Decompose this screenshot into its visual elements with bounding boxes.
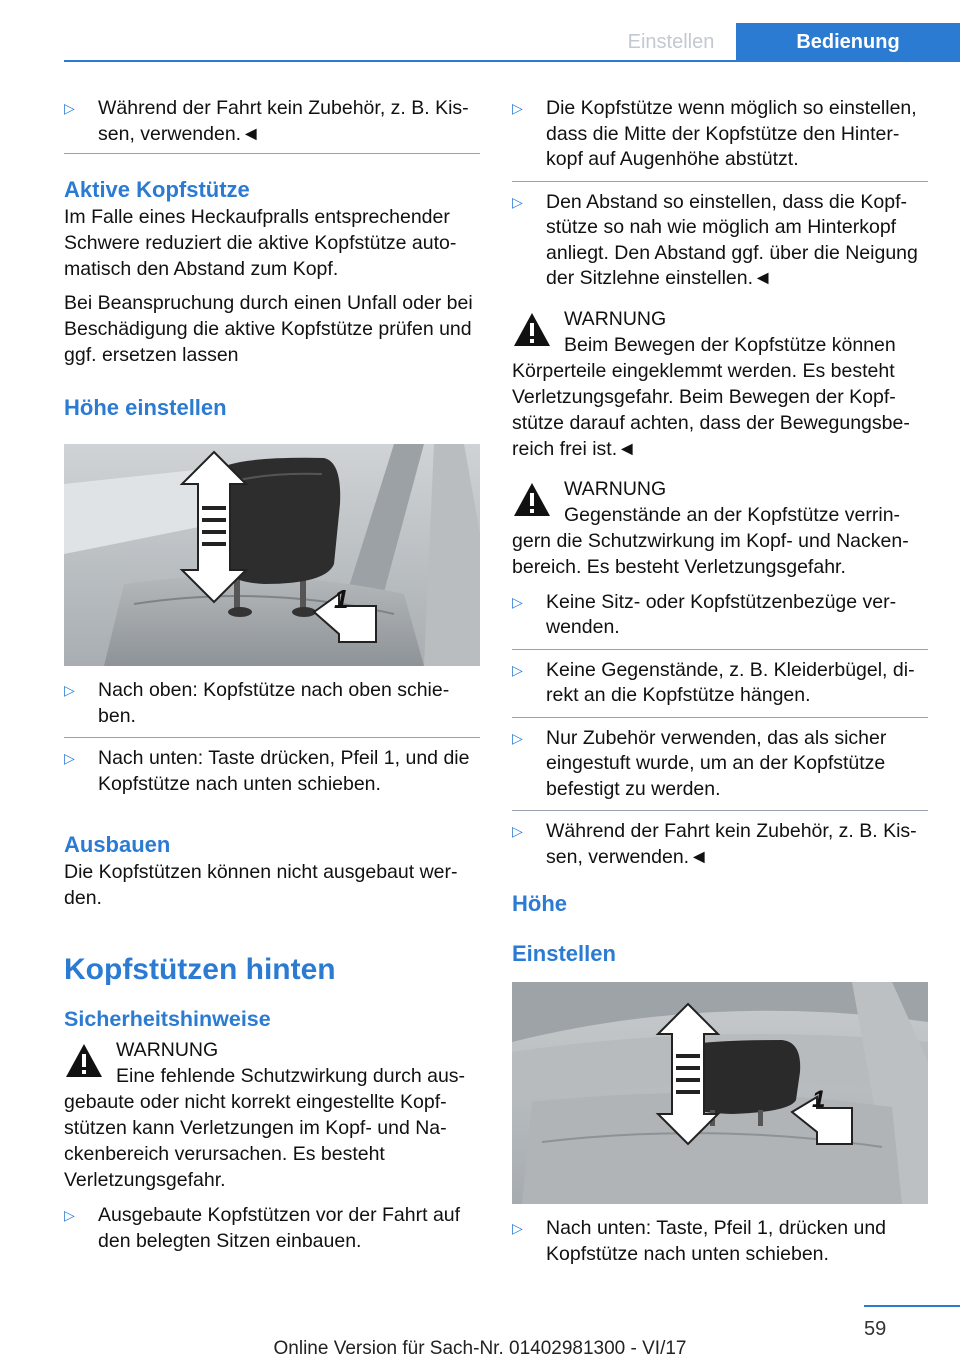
divider <box>512 181 928 182</box>
list-item <box>64 1203 480 1254</box>
warning-icon <box>512 480 552 520</box>
headrest-rear-image <box>512 982 928 1204</box>
triangle-bullet-icon: ▷ <box>512 661 523 678</box>
list-item-text: Nach unten: Taste, Pfeil 1, drücken und Kopfstütze nach unten schieben. <box>546 1217 887 1265</box>
warning-title: WARNUNG <box>564 477 667 500</box>
online-version-note: Online Version für Sach-Nr. 01402981300 - VI/17 <box>273 1338 687 1359</box>
triangle-bullet-icon: ▷ <box>512 729 523 746</box>
list-item <box>64 746 480 797</box>
triangle-bullet-icon: ▷ <box>512 593 523 610</box>
list-item-text: Keine Sitz- oder Kopfstützenbezüge verwenden. <box>546 590 897 638</box>
tab-bedienung[interactable]: Bedienung <box>736 23 960 62</box>
triangle-bullet-icon: ▷ <box>512 1220 523 1236</box>
list-item <box>512 819 928 870</box>
heading-ausbauen: Ausbauen <box>64 832 171 857</box>
warning-title: WARNUNG <box>116 1039 219 1061</box>
warning-text: Gegenstände an der Kopfstütze verringern die Schutzwirkung im Kopf- und Nackenbereich. Es besteht Verletzungsgefahr. <box>512 503 909 578</box>
tab-einstellen[interactable]: Einstellen <box>627 30 715 53</box>
warning-icon <box>512 310 552 350</box>
list-item-text: Nach unten: Taste drücken, Pfeil 1, und die Kopfstütze nach unten schieben. <box>98 747 470 795</box>
list-item-text: Nur Zubehör verwenden, das als sicher eingestuft wurde, um an der Kopfstütze befestigt zu werden. <box>546 726 887 800</box>
page-number: 59 <box>864 1318 887 1340</box>
triangle-bullet-icon: ▷ <box>512 823 523 839</box>
list-item-text: Während der Fahrt kein Zubehör, z. B. Kissen, verwenden.◄ <box>98 97 469 145</box>
headrest-front-image <box>64 444 480 666</box>
triangle-bullet-icon: ▷ <box>64 1207 75 1223</box>
paragraph: Bei Beanspruchung durch einen Unfall oder bei Beschädigung die aktive Kopfstütze prüfen und ggf. ersetzen lassen <box>64 292 473 366</box>
triangle-bullet-icon: ▷ <box>512 100 523 116</box>
list-item-text: Ausgebaute Kopfstützen vor der Fahrt auf den belegten Sitzen einbauen. <box>98 1204 461 1252</box>
triangle-bullet-icon: ▷ <box>64 682 75 698</box>
list-item <box>512 590 928 641</box>
list-item-text: Keine Gegenstände, z. B. Kleiderbügel, direkt an die Kopfstütze hängen. <box>546 658 915 706</box>
triangle-bullet-icon: ▷ <box>64 100 75 116</box>
list-item-text: Während der Fahrt kein Zubehör, z. B. Kissen, verwenden.◄ <box>546 820 917 868</box>
triangle-bullet-icon: ▷ <box>64 750 75 766</box>
list-item-text: Die Kopfstütze wenn möglich so einstellen, dass die Mitte der Kopfstütze den Hinterkopf auf Augenhöhe abstützt. <box>546 97 917 170</box>
divider <box>64 153 480 154</box>
divider <box>512 717 928 718</box>
list-item <box>512 1216 928 1267</box>
warning-block <box>512 306 928 462</box>
divider <box>64 737 480 738</box>
footer-rule <box>864 1305 960 1307</box>
warning-block <box>512 476 928 580</box>
list-item <box>64 96 480 147</box>
figure-label-1: 1 <box>812 1086 826 1113</box>
triangle-bullet-icon: ▷ <box>512 193 523 210</box>
figure-label-1: 1 <box>334 584 349 614</box>
list-item <box>512 726 928 803</box>
heading-hoehe-einstellen: Höhe einstellen <box>64 395 227 420</box>
header-rule <box>64 60 960 62</box>
divider <box>512 810 928 811</box>
paragraph: Die Kopfstützen können nicht ausgebaut werden. <box>64 861 458 909</box>
paragraph: Im Falle eines Heckaufpralls entsprechender Schwere reduziert die aktive Kopfstütze automatisch den Abstand zum Kopf. <box>64 206 457 280</box>
divider <box>512 649 928 650</box>
list-item <box>512 658 928 709</box>
right-column <box>512 96 928 1272</box>
heading-hoehe: Höhe <box>512 891 567 916</box>
left-column <box>64 96 480 1259</box>
warning-text: Eine fehlende Schutzwirkung durch ausgebaute oder nicht korrekt eingestellte Kopfstützen kann Verletzungen im Kopf- und Nackenbereich verursachen. Es besteht Verletzungsgefahr. <box>64 1065 466 1191</box>
heading-einstellen: Einstellen <box>512 941 616 966</box>
heading-sicherheitshinweise: Sicherheitshinweise <box>64 1007 271 1031</box>
list-item <box>512 190 928 292</box>
list-item-text: Den Abstand so einstellen, dass die Kopfstütze so nah wie möglich am Hinterkopf anliegt. Den Abstand ggf. über die Neigung der Sitzlehne einstellen.◄ <box>546 190 918 289</box>
warning-block <box>64 1037 480 1193</box>
heading-aktive-kopfstuetze: Aktive Kopfstütze <box>64 177 250 202</box>
list-item <box>512 96 928 173</box>
warning-text: Beim Bewegen der Kopfstütze können Körperteile eingeklemmt werden. Es besteht Verletzungsgefahr. Beim Bewegen der Kopfstütze darauf achten, dass der Bewegungsbereich frei ist.◄ <box>512 333 910 460</box>
warning-icon <box>64 1041 104 1081</box>
section-title-kopfstuetzen-hinten: Kopfstützen hinten <box>64 953 336 986</box>
list-item-text: Nach oben: Kopfstütze nach oben schieben. <box>98 679 450 727</box>
list-item <box>64 678 480 729</box>
warning-title: WARNUNG <box>564 307 667 330</box>
